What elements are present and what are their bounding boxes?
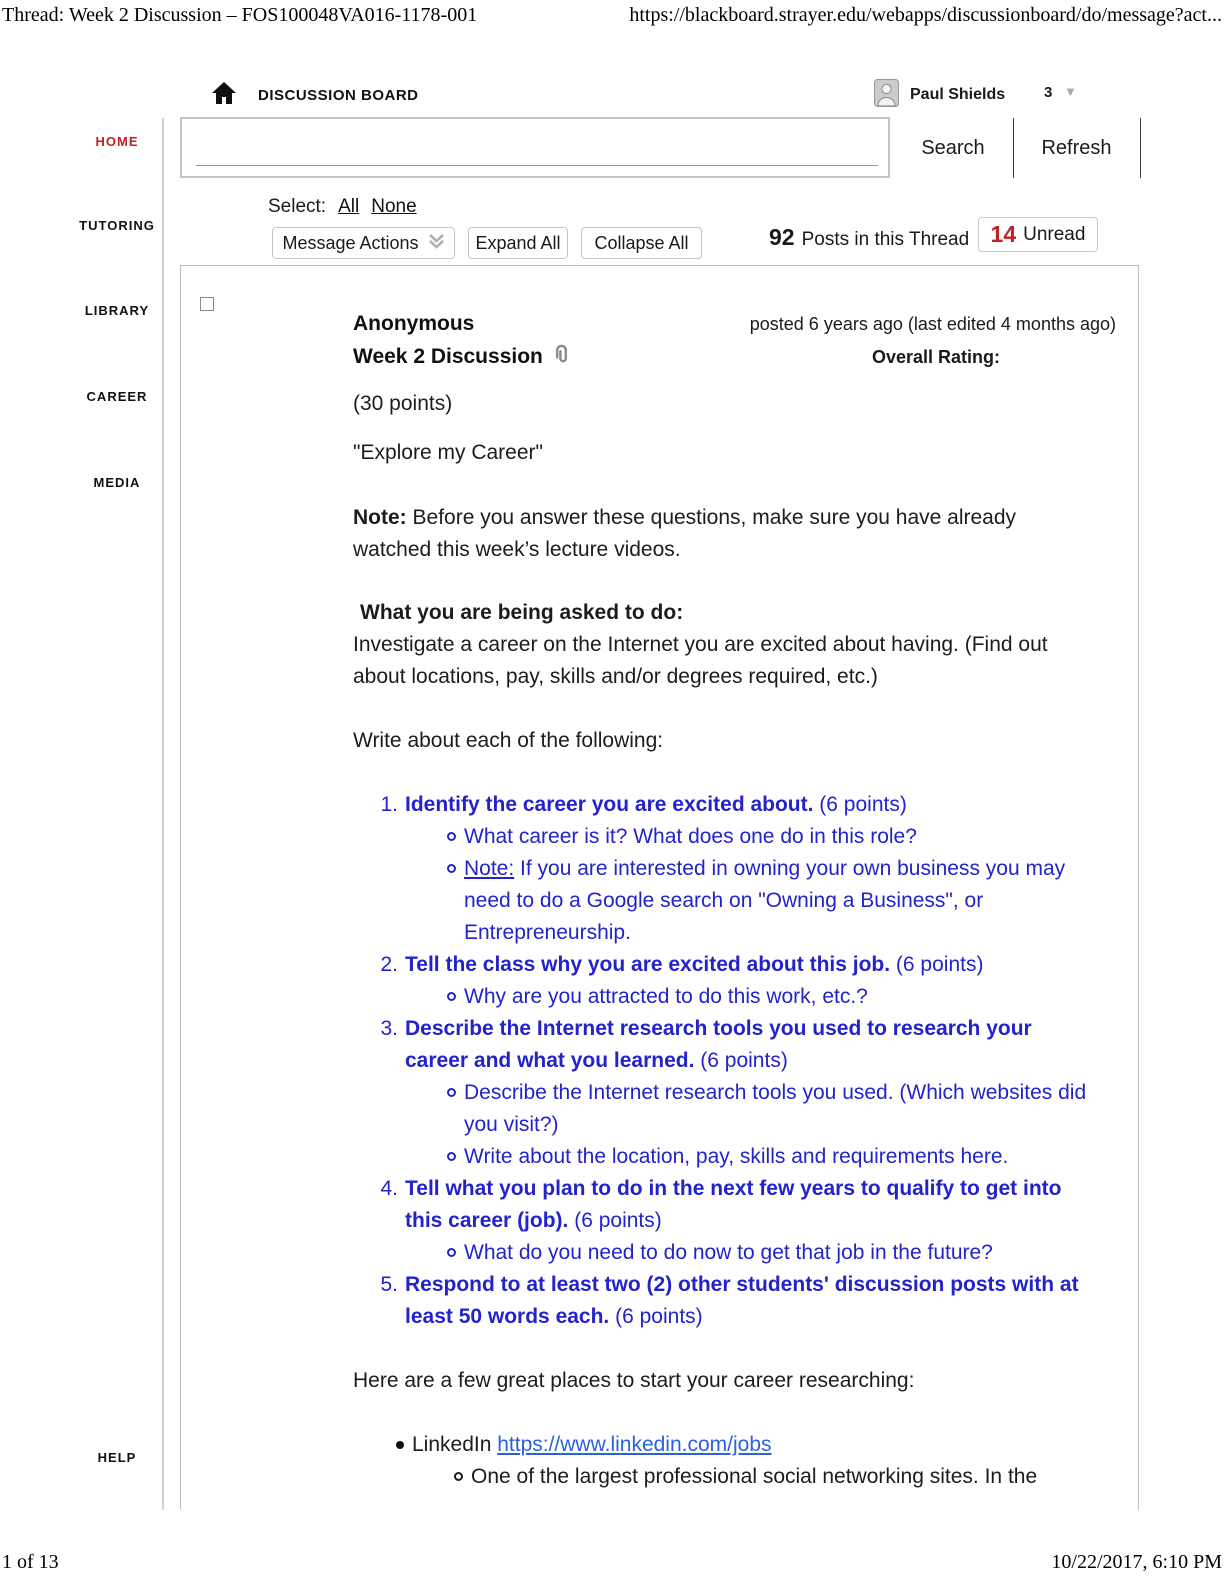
task-text: Describe the Internet research tools you used to research your career and what you learned. — [405, 1017, 1032, 1072]
list-item — [454, 1461, 1037, 1493]
asked-text: Investigate a career on the Internet you are excited about having. (Find out about locations, pay, skills and/or degrees required, etc.) — [353, 633, 1048, 688]
unread-count-number: 14 — [990, 221, 1017, 247]
list-number: 2. — [380, 953, 398, 976]
task-points: (6 points) — [694, 1049, 788, 1072]
overall-rating-label: Overall Rating: — [871, 347, 1001, 367]
print-url: https://blackboard.strayer.edu/webapps/discussionboard/do/message?act... — [629, 4, 1222, 26]
places-list — [353, 1429, 1095, 1493]
print-timestamp: 10/22/2017, 6:10 PM — [1051, 1551, 1222, 1573]
posts-count-label: Posts in this Thread — [801, 229, 970, 250]
sub-text: What do you need to do now to get that job in the future? — [464, 1241, 993, 1264]
task-text: Tell the class why you are excited about this job. — [405, 953, 891, 976]
list-number: 5. — [380, 1273, 398, 1296]
separator — [1013, 118, 1014, 178]
sub-note-label: Note: — [464, 857, 515, 880]
disc-bullet — [396, 1441, 404, 1449]
unread-badge — [978, 217, 1098, 252]
select-label: Select: — [268, 196, 327, 217]
notification-count[interactable]: 3 — [1044, 84, 1053, 101]
asked-paragraph — [353, 597, 1095, 693]
collapse-all-button[interactable]: Collapse All — [581, 227, 702, 259]
post-title: Week 2 Discussion — [353, 345, 543, 368]
select-row — [268, 196, 417, 218]
circle-bullet — [447, 864, 456, 873]
list-number: 4. — [380, 1177, 398, 1200]
print-document-title: Thread: Week 2 Discussion – FOS100048VA016-1178-001 — [2, 4, 478, 26]
list-item — [353, 1429, 1095, 1493]
linkedin-link[interactable]: https://www.linkedin.com/jobs — [497, 1433, 772, 1456]
circle-bullet — [447, 1248, 456, 1257]
sub-text: Describe the Internet research tools you used. (Which websites did you visit?) — [464, 1081, 1087, 1136]
double-chevron-down-icon — [428, 232, 445, 254]
list-number: 1. — [380, 793, 398, 816]
task-points: (6 points) — [813, 793, 907, 816]
sidebar-divider — [162, 118, 164, 1510]
select-all-link[interactable]: All — [338, 196, 360, 217]
list-item — [447, 853, 1088, 949]
list-item — [353, 949, 1095, 1013]
list-number: 3. — [380, 1017, 398, 1040]
points-line: (30 points) — [353, 392, 453, 415]
task-list — [353, 789, 1095, 1333]
separator — [1140, 118, 1141, 178]
unread-label: Unread — [1023, 223, 1086, 245]
search-button[interactable]: Search — [900, 118, 1006, 178]
list-item — [447, 1077, 1088, 1141]
message-actions-button[interactable] — [272, 227, 455, 259]
posts-count — [769, 224, 969, 251]
task-text: Tell what you plan to do in the next few years to qualify to get into this career (job). — [405, 1177, 1062, 1232]
task-points: (6 points) — [568, 1209, 662, 1232]
posts-count-number: 92 — [769, 224, 795, 250]
sub-text: What career is it? What does one do in this role? — [464, 825, 917, 848]
page-title: DISCUSSION BOARD — [258, 87, 419, 104]
list-item — [353, 1269, 1095, 1333]
sub-text: Write about the location, pay, skills and requirements here. — [464, 1145, 1009, 1168]
list-item — [447, 981, 1088, 1013]
search-input[interactable] — [196, 127, 878, 166]
select-none-link[interactable]: None — [371, 196, 417, 217]
sidebar-item-media[interactable]: MEDIA — [93, 475, 141, 490]
chevron-down-icon[interactable]: ▼ — [1064, 84, 1077, 99]
list-item — [353, 1173, 1095, 1269]
print-page-number: 1 of 13 — [2, 1551, 59, 1573]
message-actions-label: Message Actions — [282, 232, 419, 253]
user-name[interactable]: Paul Shields — [910, 86, 1006, 103]
sub-text: If you are interested in owning your own business you may need to do a Google search on "Owning a Business", or Entrepreneurship. — [464, 857, 1066, 944]
post-header — [353, 312, 1116, 371]
list-item — [447, 1141, 1088, 1173]
post-subtitle: "Explore my Career" — [353, 441, 543, 464]
user-avatar-icon — [874, 79, 899, 112]
home-icon[interactable] — [212, 82, 236, 109]
task-points: (6 points) — [890, 953, 984, 976]
post-timestamp: posted 6 years ago (last edited 4 months ago) — [749, 314, 1116, 334]
list-item — [353, 789, 1095, 949]
sub-text: Why are you attracted to do this work, etc.? — [464, 985, 868, 1008]
write-about-line: Write about each of the following: — [353, 729, 664, 752]
place-name: LinkedIn — [412, 1433, 498, 1456]
paperclip-icon[interactable] — [553, 343, 570, 371]
note-text: Before you answer these questions, make sure you have already watched this week’s lecture videos. — [353, 506, 1017, 561]
refresh-button[interactable]: Refresh — [1020, 118, 1133, 178]
search-box — [180, 117, 890, 178]
asked-heading: What you are being asked to do: — [360, 601, 684, 624]
sidebar-item-help[interactable]: HELP — [97, 1450, 137, 1465]
sidebar-item-library[interactable]: LIBRARY — [84, 303, 150, 318]
circle-bullet — [447, 992, 456, 1001]
note-paragraph — [353, 502, 1095, 566]
list-item — [447, 821, 1088, 853]
circle-bullet — [447, 1088, 456, 1097]
thread-post-container — [180, 265, 1139, 1510]
task-points: (6 points) — [609, 1305, 703, 1328]
circle-bullet — [454, 1472, 463, 1481]
post-body — [353, 388, 1095, 1493]
post-select-checkbox[interactable] — [200, 297, 214, 311]
task-text: Identify the career you are excited about. — [405, 793, 814, 816]
places-intro: Here are a few great places to start your career researching: — [353, 1369, 915, 1392]
circle-bullet — [447, 832, 456, 841]
post-author: Anonymous — [353, 312, 475, 335]
note-label: Note: — [353, 506, 407, 529]
list-item — [447, 1237, 1088, 1269]
circle-bullet — [447, 1152, 456, 1161]
sidebar-item-home[interactable]: HOME — [95, 134, 139, 149]
list-item — [353, 1013, 1095, 1173]
task-text: Respond to at least two (2) other students' discussion posts with at least 50 words each. — [405, 1273, 1079, 1328]
expand-all-button[interactable]: Expand All — [468, 227, 568, 259]
sidebar-item-tutoring[interactable]: TUTORING — [79, 218, 155, 233]
sub-text: One of the largest professional social networking sites. In the — [471, 1465, 1038, 1488]
sidebar-item-career[interactable]: CAREER — [86, 389, 148, 404]
